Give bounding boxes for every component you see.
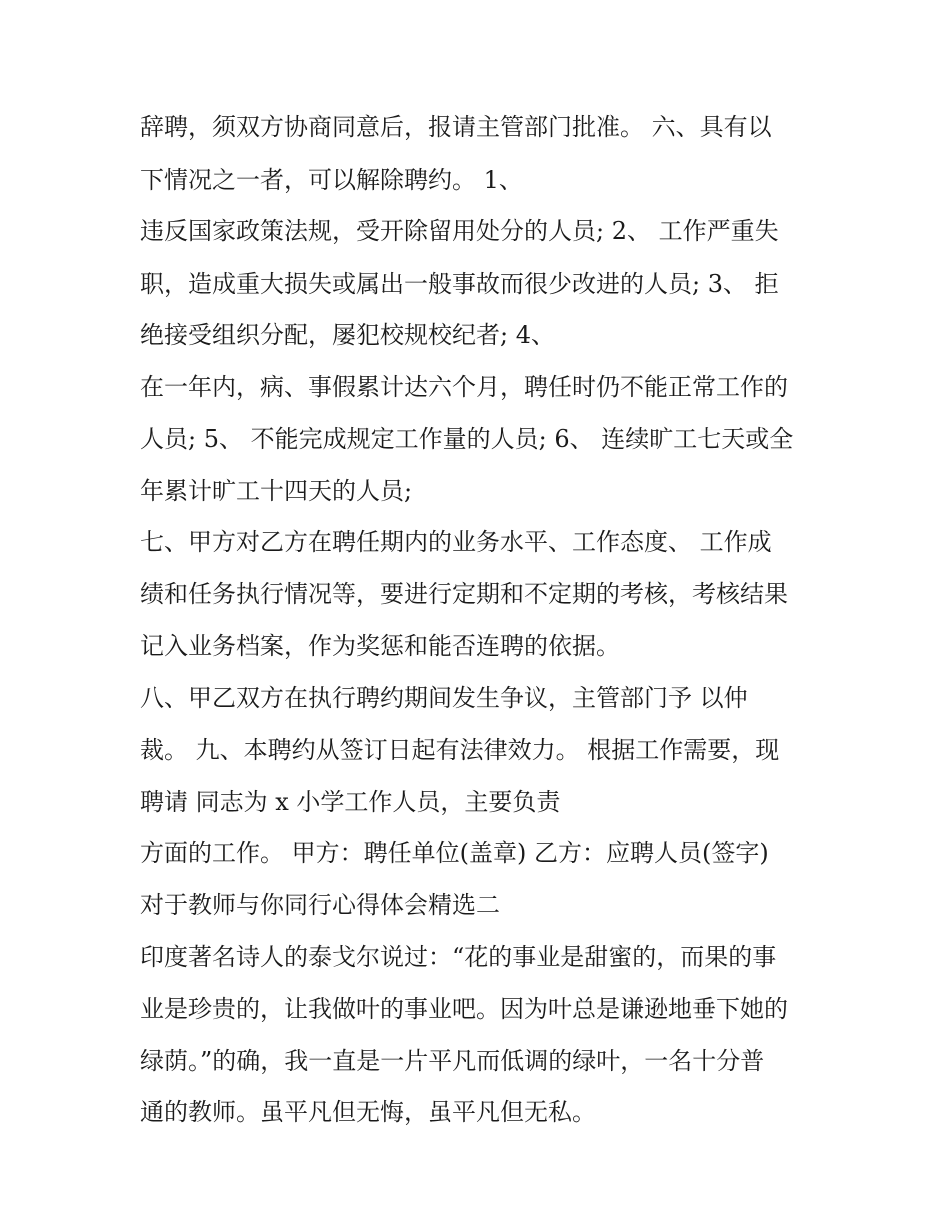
text-line: 印度著名诗人的泰戈尔说过：“花的事业是甜蜜的，而果的事 <box>140 943 777 971</box>
text-line: 违反国家政策法规，受开除留用处分的人员; 2、 工作严重失 <box>140 217 779 245</box>
text-line: 聘请 同志为 x 小学工作人员，主要负责 <box>140 788 561 816</box>
text-line: 绩和任务执行情况等，要进行定期和不定期的考核，考核结果 <box>140 580 788 608</box>
text-line: 方面的工作。 甲方：聘任单位(盖章) 乙方：应聘人员(签字) <box>140 839 769 867</box>
text-line: 职，造成重大损失或属出一般事故而很少改进的人员; 3、 拒 <box>140 270 779 298</box>
text-line: 裁。 九、本聘约从签订日起有法律效力。 根据工作需要，现 <box>140 736 780 764</box>
text-line: 记入业务档案，作为奖惩和能否连聘的依据。 <box>140 632 620 660</box>
text-line: 下情况之一者，可以解除聘约。 1、 <box>140 166 523 194</box>
text-line: 绿荫。”的确，我一直是一片平凡而低调的绿叶，一名十分普 <box>140 1047 765 1075</box>
text-line: 通的教师。虽平凡但无悔，虽平凡但无私。 <box>140 1098 596 1126</box>
section-heading: 对于教师与你同行心得体会精选二 <box>140 891 500 919</box>
text-line: 辞聘，须双方协商同意后，报请主管部门批准。 六、具有以 <box>140 113 772 141</box>
text-line: 八、甲乙双方在执行聘约期间发生争议，主管部门予 以仲 <box>140 684 748 712</box>
text-line: 人员; 5、 不能完成规定工作量的人员; 6、 连续旷工七天或全 <box>140 425 794 453</box>
text-line: 七、甲方对乙方在聘任期内的业务水平、工作态度、 工作成 <box>140 528 772 556</box>
text-line: 在一年内，病、事假累计达六个月，聘任时仍不能正常工作的 <box>140 373 788 401</box>
text-line: 年累计旷工十四天的人员; <box>140 477 413 505</box>
text-line: 绝接受组织分配，屡犯校规校纪者; 4、 <box>140 321 555 349</box>
text-line: 业是珍贵的，让我做叶的事业吧。因为叶总是谦逊地垂下她的 <box>140 995 788 1023</box>
